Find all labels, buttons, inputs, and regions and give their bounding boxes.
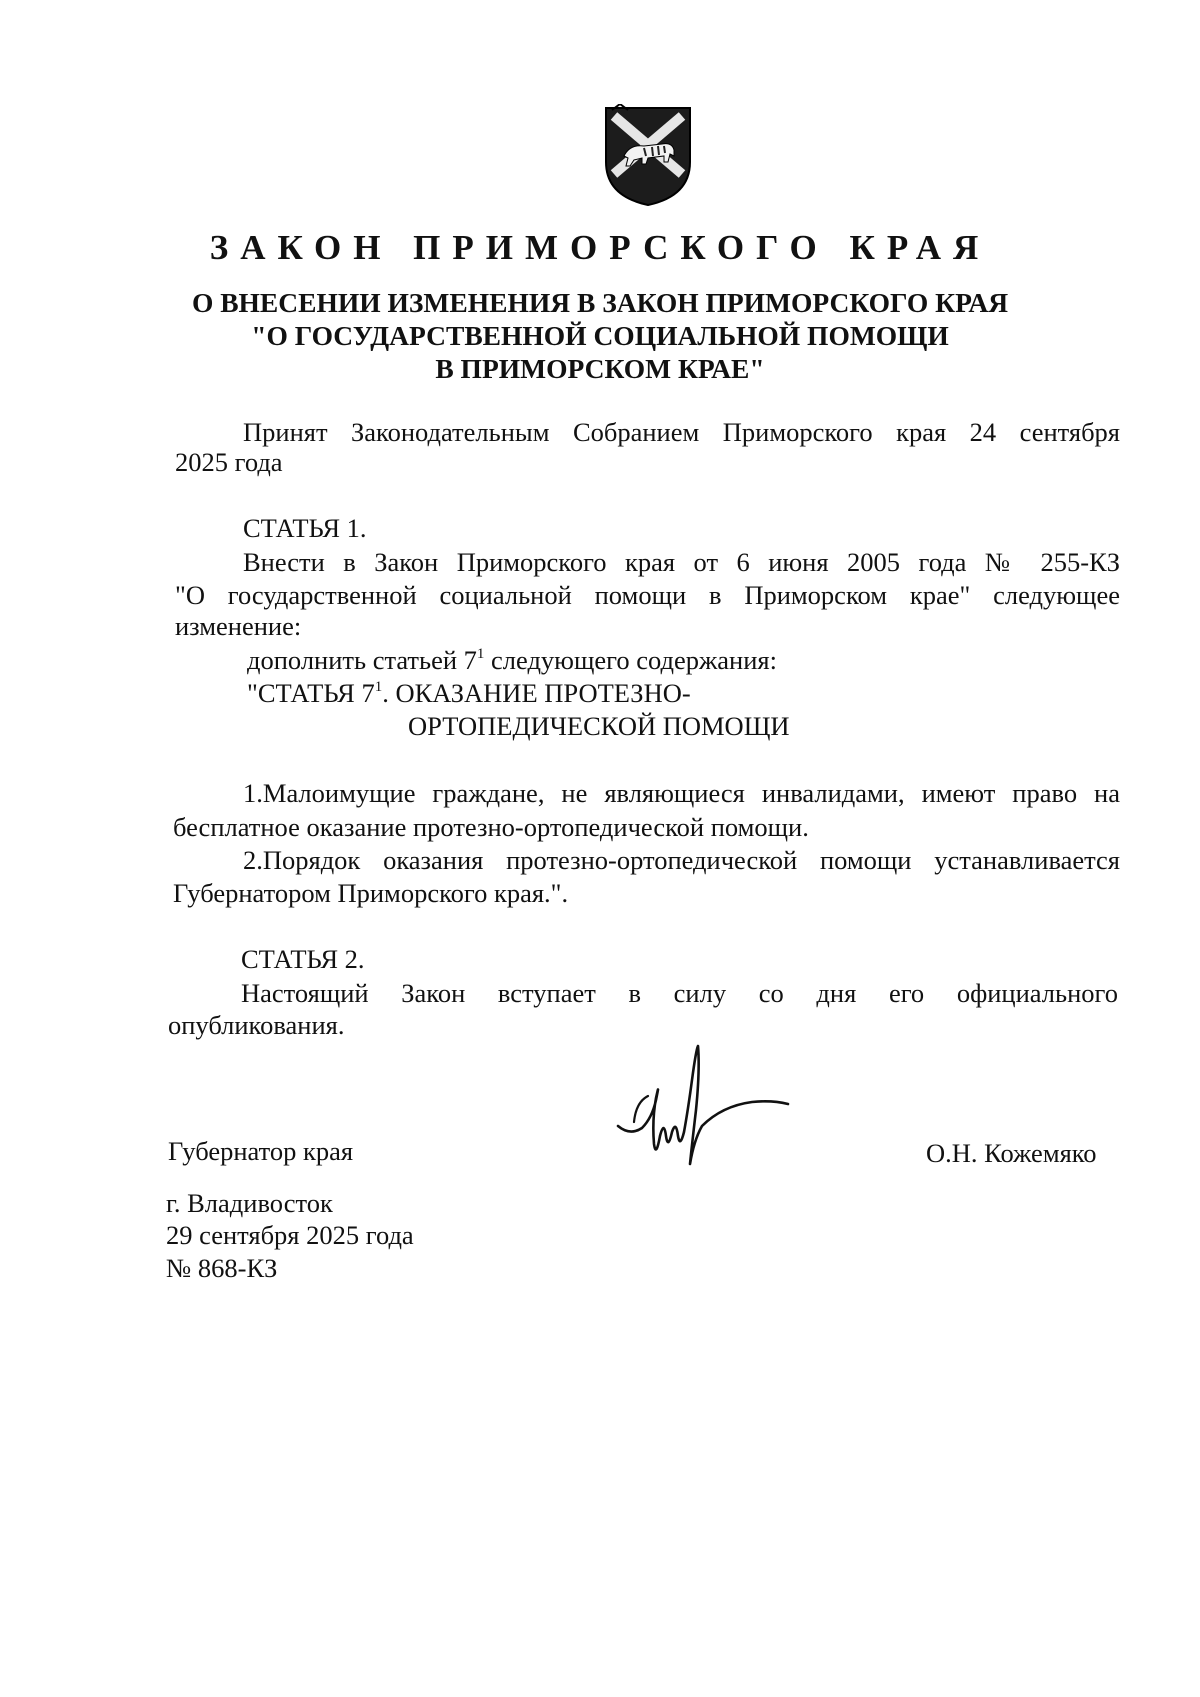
article-1-text-line: "О государственной социальной помощи в Приморском крае" следующее <box>175 580 1120 610</box>
article-1-text-line: изменение: <box>175 611 302 641</box>
paragraph-1-line: бесплатное оказание протезно-ортопедической помощи. <box>173 812 809 842</box>
article-2-text-line: опубликования. <box>168 1010 345 1040</box>
new-article-heading: "СТАТЬЯ $7^1$. ОКАЗАНИЕ ПРОТЕЗНО- <box>247 678 691 708</box>
coat-of-arms-emblem <box>600 104 696 208</box>
article-1-heading: СТАТЬЯ 1. <box>243 513 367 543</box>
article-2-text-line: Настоящий Закон вступает в силу со дня его официального <box>241 978 1118 1008</box>
footer-date: 29 сентября 2025 года <box>166 1220 414 1250</box>
new-article-heading-line-2: ОРТОПЕДИЧЕСКОЙ ПОМОЩИ <box>408 711 790 741</box>
signatory-name: О.Н. Кожемяко <box>926 1138 1097 1168</box>
footer-city: г. Владивосток <box>166 1188 333 1218</box>
law-title: ЗАКОН ПРИМОРСКОГО КРАЯ <box>209 228 991 267</box>
footer-number: № 868-КЗ <box>166 1253 278 1283</box>
subtitle-line: О ВНЕСЕНИИ ИЗМЕНЕНИЯ В ЗАКОН ПРИМОРСКОГО КРАЯ <box>191 287 1009 318</box>
adopted-line-2: 2025 года <box>175 447 283 477</box>
paragraph-2-line: Губернатором Приморского края.". <box>173 878 569 908</box>
signatory-position: Губернатор края <box>168 1136 354 1166</box>
adopted-text: Принят Законодательным Собранием Приморского края 24 сентября <box>243 417 1120 447</box>
paragraph-2-line: 2.Порядок оказания протезно-ортопедической помощи устанавливается <box>243 845 1120 875</box>
subtitle-line: В ПРИМОРСКОМ КРАЕ" <box>435 353 765 384</box>
article-2-heading: СТАТЬЯ 2. <box>241 944 365 974</box>
adopted-line <box>243 415 1120 449</box>
paragraph-1-line: 1.Малоимущие граждане, не являющиеся инвалидами, имеют право на <box>243 778 1120 808</box>
law-subtitle <box>0 286 1200 385</box>
handwritten-signature <box>612 1040 790 1170</box>
supplement-line: дополнить статьей $7^1$ следующего содержания: <box>247 645 777 675</box>
article-1-text-line: Внести в Закон Приморского края от 6 июня 2005 года № 255-КЗ <box>243 547 1120 577</box>
subtitle-line: "О ГОСУДАРСТВЕННОЙ СОЦИАЛЬНОЙ ПОМОЩИ <box>251 320 949 351</box>
